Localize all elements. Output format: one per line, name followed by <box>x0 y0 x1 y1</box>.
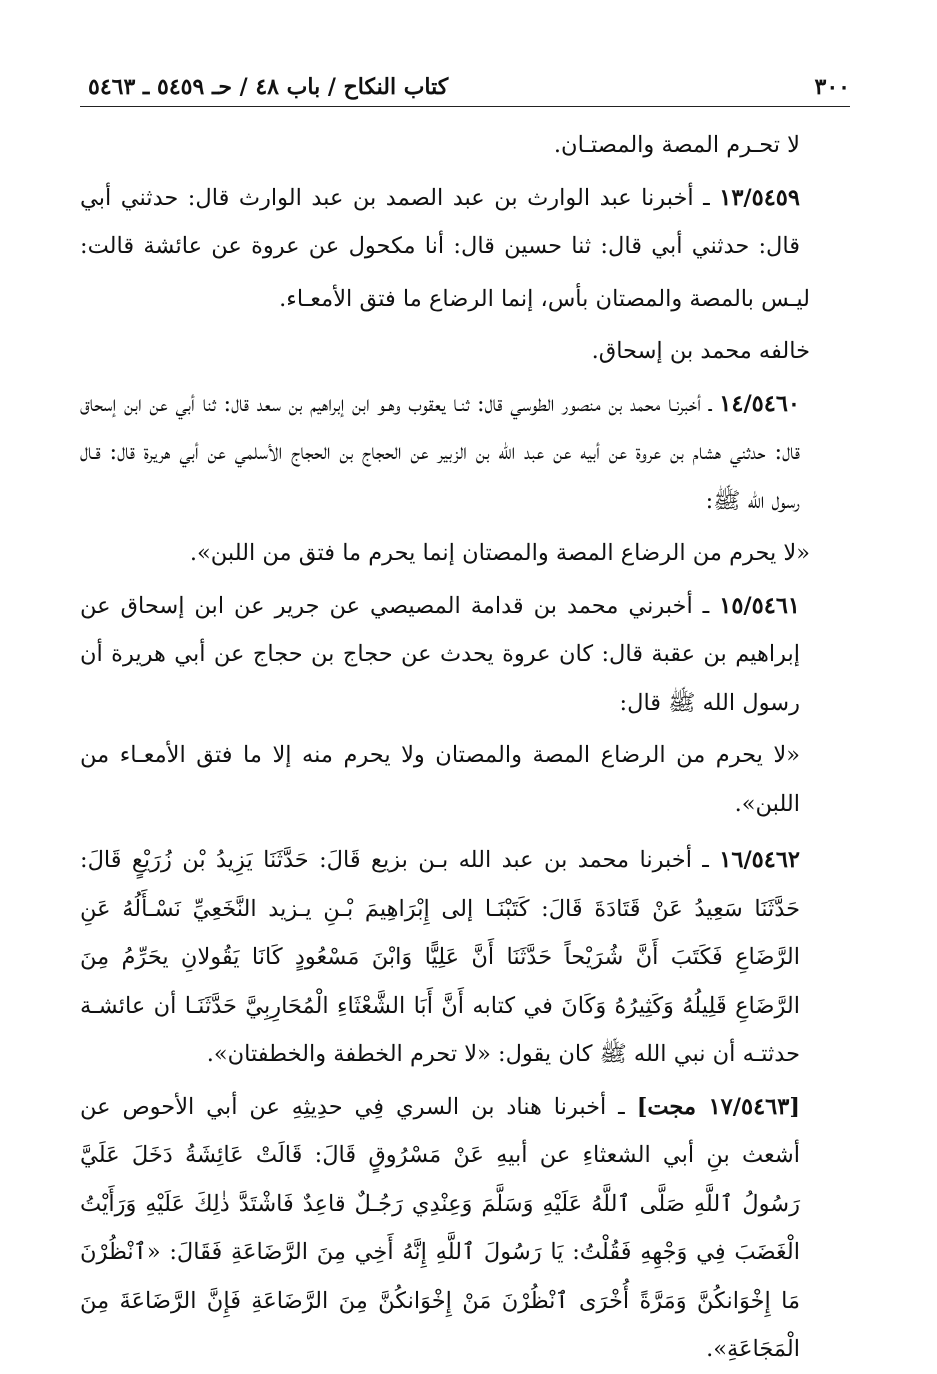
hadith-5463 <box>80 1083 850 1374</box>
hadith-5461 <box>80 582 850 728</box>
hadith-number: [١٧/٥٤٦٣ مجت] <box>636 1093 800 1120</box>
hadith-number: ١٣/٥٤٥٩ <box>719 184 800 211</box>
hadith-5460 <box>80 380 850 526</box>
hadith-text: ـ أخبرنا عبد الوارث بن عبد الصمد بن عبد الوارث قال: حدثني أبي قال: حدثني أبي قال: ثنا حسين قال: أنا مكحول عن عروة عن عائشة قالت: <box>80 184 800 259</box>
hadith-text: ـ أخبرني محمد بن قدامة المصيصي عن جرير عن ابن إسحاق عن إبراهيم بن عقبة قال: كان عروة يحدث عن حجاج بن حجاج عن أبي هريرة أن رسول الله ﷺ قال: <box>80 592 800 716</box>
note-text: خالفه محمد بن إسحاق. <box>591 338 810 364</box>
page-number: ٣٠٠ <box>814 74 850 100</box>
book-page <box>80 72 850 1362</box>
hadith-text: ـ أخبرنا هناد بن السري فِي حدِيثِهِ عن أبي الأحوص عن أشعث بنِ أبي الشعثاءِ عن أبيهِ عَنْ مَسْرُوقٍ قَالَ: قَالَتْ عَائِشَةُ دَخَلَ عَلَيَّ رَسُولُ ٱللَّهِ صَلَّى ٱللَّهُ عَلَيْهِ وَسَلَّمَ وَعِنْدِي رَجُـلٌ قاعِدٌ فَاشْتَدَّ ذٰلِكَ عَلَيْهِ وَرَأَيْتُ الْغَضَبَ فِي وَجْهِهِ فَقُلْتُ: يَا رَسُولَ ٱللَّهِ إِنَّهُ أَخِي مِنَ الرَّضَاعَةِ فَقَالَ: «ٱنْظُرْنَ مَا إِخْوَانكُنَّ وَمَرَّةً أُخْرَى ٱنْظُرْنَ مَنْ إِخْوَانكُنَّ مِنَ الرَّضَاعَةِ فَإِنَّ الرَّضَاعَةَ مِنَ الْمَجَاعَةِ». <box>80 1093 800 1362</box>
hadith-text: ـ أخبرنا محمد بن عبد الله بـن بزيع قَالَ: حَدَّثَنَا يَزِيدُ بْن زُرَيْعٍ قَالَ: حَدَّثَنَا سَعِيدُ عَنْ قَتَادَةَ قَالَ: كَتَبْنَـا إلى إِبْرَاهِيمَ بْـنِ يـزيد النَّخَعِيِّ نَسْـأَلُهُ عَنِ الرَّضَاعِ فَكَتَبَ أَنَّ شُرَيْحاً حَدَّثَنَا أَنَّ عَلِيًّا وَابْنَ مَسْعُودٍ كَانَا يَقُولانِ يحَرِّمُ مِنَ الرَّضَاعِ قَلِيلُهُ وَكَثِيرُهُ وَكَانَ في كتابه أَنَّ أَبَا الشَّعْثَاءِ الْمُحَارِبِيَّ حَدَّثَنَـا أن عائشـة حدثتـه أن نبي الله ﷺ كان يقول: «لا تحرم الخطفة والخطفتان». <box>80 847 800 1067</box>
quote-text: «لا يحرم من الرضاع المصة والمصتان إنما يحرم ما فتق من اللبن». <box>189 540 810 566</box>
hadith-number: ١٤/٥٤٦٠ <box>719 390 801 417</box>
quote-text: ليـس بالمصة والمصتان بأس، إنما الرضاع ما فتق الأمعـاء. <box>279 285 810 312</box>
hadith-text: ـ أخبرنـا محمد بن منصور الطوسي قال: ثنـا يعقوب وهـو ابن إبراهيم بن سعد قال: ثنا أبي عن ابن إسحاق قال: حدثني هشام بن عروة عن أبيه عن عبد الله بن الزبير عن الحجاج بن الحجاج الأسلمي عن أبي هريرة قال: قـال رسول الله ﷺ: <box>80 390 800 514</box>
hadith-number: ١٥/٥٤٦١ <box>719 592 800 619</box>
hadith-number: ١٦/٥٤٦٢ <box>719 847 801 873</box>
continuation-text: لا تحـرم المصة والمصتـان. <box>553 132 800 158</box>
hadith-5462 <box>80 836 850 1079</box>
running-header-title: كتاب النكاح / باب ٤٨ / حـ ٥٤٥٩ ـ ٥٤٦٣ <box>88 74 449 100</box>
running-header <box>80 72 850 107</box>
quote-text: «لا يحرم من الرضاع المصة والمصتان ولا يحرم منه إلا ما فتق الأمعـاء من اللبن». <box>80 742 800 817</box>
hadith-5459 <box>80 174 850 271</box>
